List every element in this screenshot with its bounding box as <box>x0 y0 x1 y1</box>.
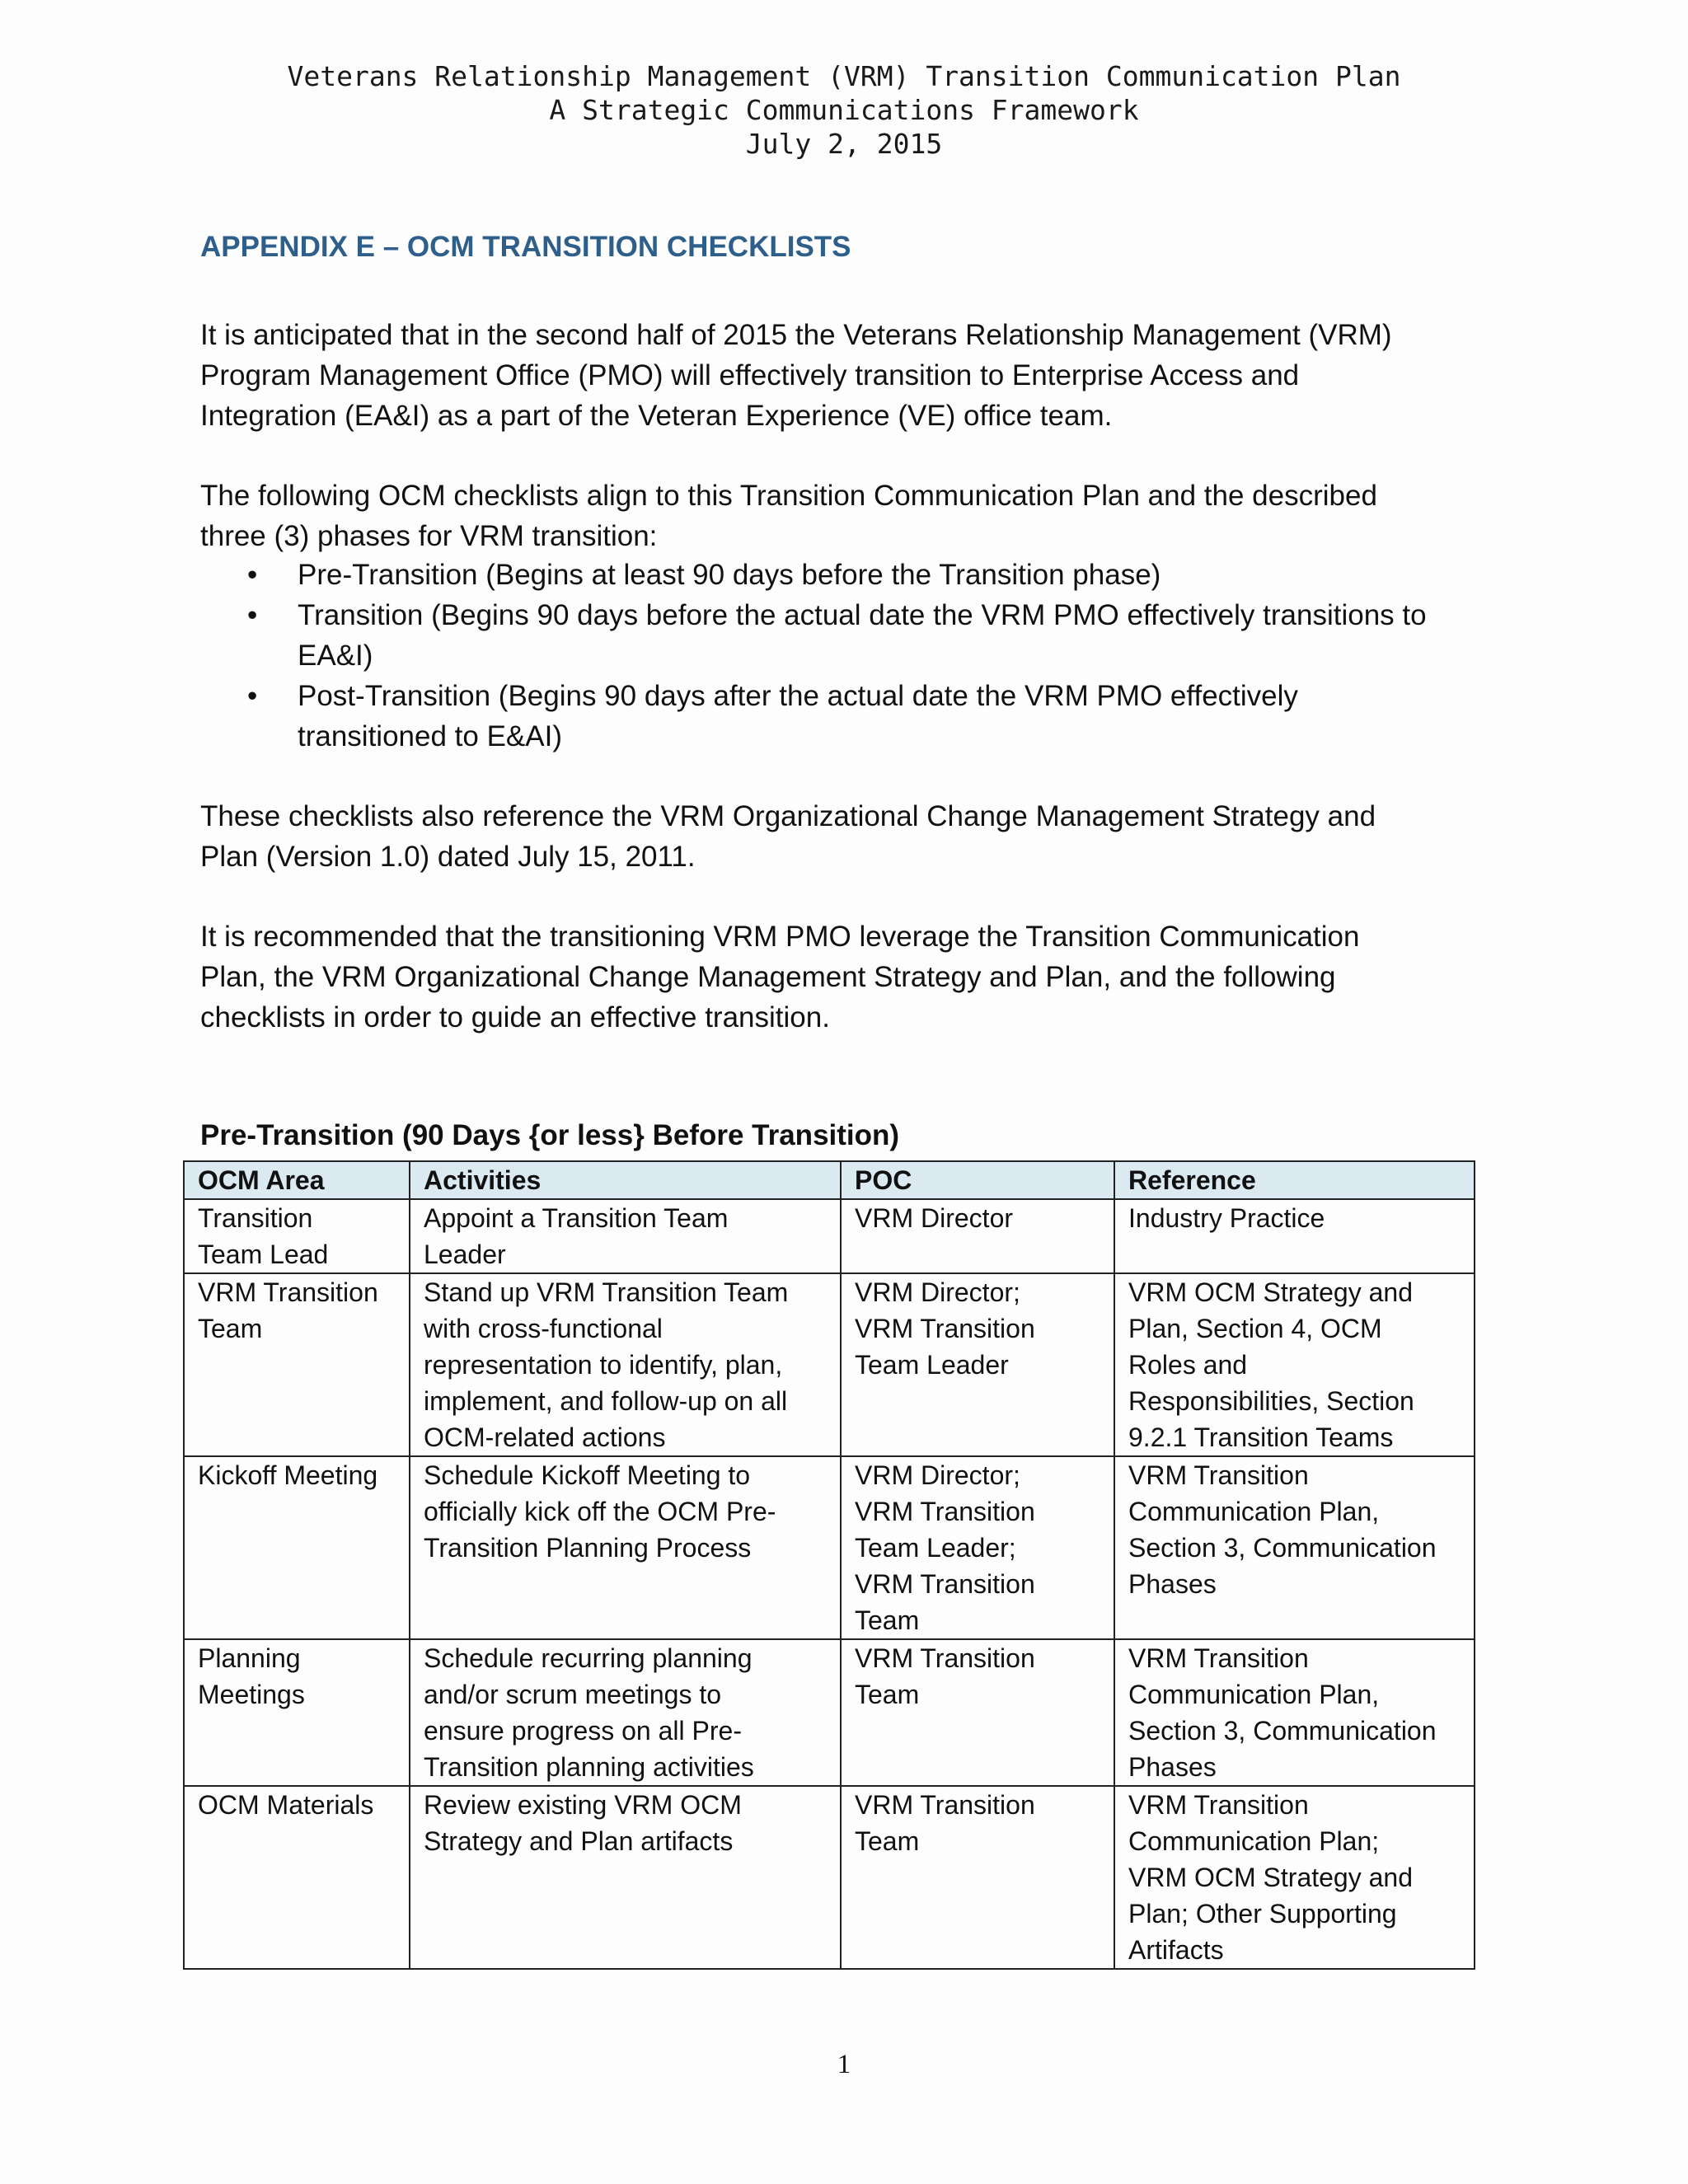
header-subtitle: A Strategic Communications Framework <box>549 94 1139 126</box>
cell-activities: Schedule Kickoff Meeting to officially kick off the OCM Pre- Transition Planning Process <box>410 1456 841 1639</box>
table-title: Pre-Transition (90 Days {or less} Before Transition) <box>200 1119 900 1151</box>
bullet-text: Pre-Transition (Begins at least 90 days before the Transition phase) <box>298 559 1161 591</box>
cell-poc: VRM Director; VRM Transition Team Leader; VRM Transition Team <box>841 1456 1114 1639</box>
pre-transition-checklist-table <box>183 1160 1475 1970</box>
cell-activities: Schedule recurring planning and/or scrum meetings to ensure progress on all Pre- Transition planning activities <box>410 1639 841 1786</box>
header-date: July 2, 2015 <box>745 128 943 160</box>
paragraph-line: Program Management Office (PMO) will effectively transition to Enterprise Access and <box>200 359 1300 391</box>
bullet-icon: • <box>247 559 258 591</box>
cell-ocm-area: Kickoff Meeting <box>184 1456 410 1639</box>
cell-ocm-area: Planning Meetings <box>184 1639 410 1786</box>
cell-ocm-area: OCM Materials <box>184 1786 410 1969</box>
cell-activities: Appoint a Transition Team Leader <box>410 1199 841 1273</box>
cell-reference: VRM Transition Communication Plan, Section 3, Communication Phases <box>1114 1456 1475 1639</box>
bullet-item <box>200 555 1519 595</box>
cell-poc: VRM Transition Team <box>841 1639 1114 1786</box>
cell-ocm-area: VRM Transition Team <box>184 1273 410 1456</box>
paragraph-line: The following OCM checklists align to this Transition Communication Plan and the described <box>200 480 1377 512</box>
cell-reference: VRM Transition Communication Plan; VRM OCM Strategy and Plan; Other Supporting Artifacts <box>1114 1786 1475 1969</box>
cell-reference: VRM OCM Strategy and Plan, Section 4, OCM Roles and Responsibilities, Section 9.2.1 Transition Teams <box>1114 1273 1475 1456</box>
table-row <box>184 1273 1475 1456</box>
table-row <box>184 1199 1475 1273</box>
column-header-ocm-area: OCM Area <box>184 1161 410 1199</box>
column-header-poc: POC <box>841 1161 1114 1199</box>
table-body <box>184 1199 1475 1969</box>
paragraph-line: It is anticipated that in the second half of 2015 the Veterans Relationship Management (VRM) <box>200 319 1392 351</box>
paragraph-line: checklists in order to guide an effective transition. <box>200 1001 830 1033</box>
paragraph-line: Plan, the VRM Organizational Change Management Strategy and Plan, and the following <box>200 961 1336 993</box>
cell-ocm-area: Transition Team Lead <box>184 1199 410 1273</box>
paragraph-intro <box>200 315 1519 436</box>
bullet-icon: • <box>247 680 258 712</box>
cell-activities: Stand up VRM Transition Team with cross-functional representation to identify, plan, implement, and follow-up on all OCM-related actions <box>410 1273 841 1456</box>
bullet-icon: • <box>247 599 258 631</box>
bullet-text: Transition (Begins 90 days before the actual date the VRM PMO effectively transitions to <box>298 599 1427 631</box>
phase-bullet-list <box>200 555 1519 757</box>
cell-activities: Review existing VRM OCM Strategy and Plan artifacts <box>410 1786 841 1969</box>
column-header-reference: Reference <box>1114 1161 1475 1199</box>
bullet-text: Post-Transition (Begins 90 days after the actual date the VRM PMO effectively <box>298 680 1298 712</box>
bullet-item <box>200 595 1519 676</box>
table-header-row <box>184 1161 1475 1199</box>
cell-poc: VRM Transition Team <box>841 1786 1114 1969</box>
paragraph-line: Integration (EA&I) as a part of the Veteran Experience (VE) office team. <box>200 400 1113 432</box>
table-row <box>184 1639 1475 1786</box>
paragraph-line: These checklists also reference the VRM Organizational Change Management Strategy and <box>200 800 1376 832</box>
paragraph-line: three (3) phases for VRM transition: <box>200 520 658 552</box>
paragraph-checklists <box>200 476 1519 556</box>
document-header <box>0 59 1688 161</box>
paragraph-line: Plan (Version 1.0) dated July 15, 2011. <box>200 841 696 873</box>
cell-poc: VRM Director <box>841 1199 1114 1273</box>
paragraph-line: It is recommended that the transitioning VRM PMO leverage the Transition Communication <box>200 921 1360 953</box>
paragraph-reference <box>200 796 1519 877</box>
bullet-item <box>200 676 1519 757</box>
cell-reference: Industry Practice <box>1114 1199 1475 1273</box>
paragraph-recommendation <box>200 916 1519 1038</box>
column-header-activities: Activities <box>410 1161 841 1199</box>
appendix-heading: APPENDIX E – OCM TRANSITION CHECKLISTS <box>200 231 851 263</box>
table-row <box>184 1456 1475 1639</box>
table-row <box>184 1786 1475 1969</box>
bullet-text: EA&I) <box>298 640 373 672</box>
cell-reference: VRM Transition Communication Plan, Section 3, Communication Phases <box>1114 1639 1475 1786</box>
page-number: 1 <box>837 2050 851 2079</box>
cell-poc: VRM Director; VRM Transition Team Leader <box>841 1273 1114 1456</box>
header-title: Veterans Relationship Management (VRM) Transition Communication Plan <box>287 60 1401 92</box>
bullet-text: transitioned to E&AI) <box>298 720 562 752</box>
